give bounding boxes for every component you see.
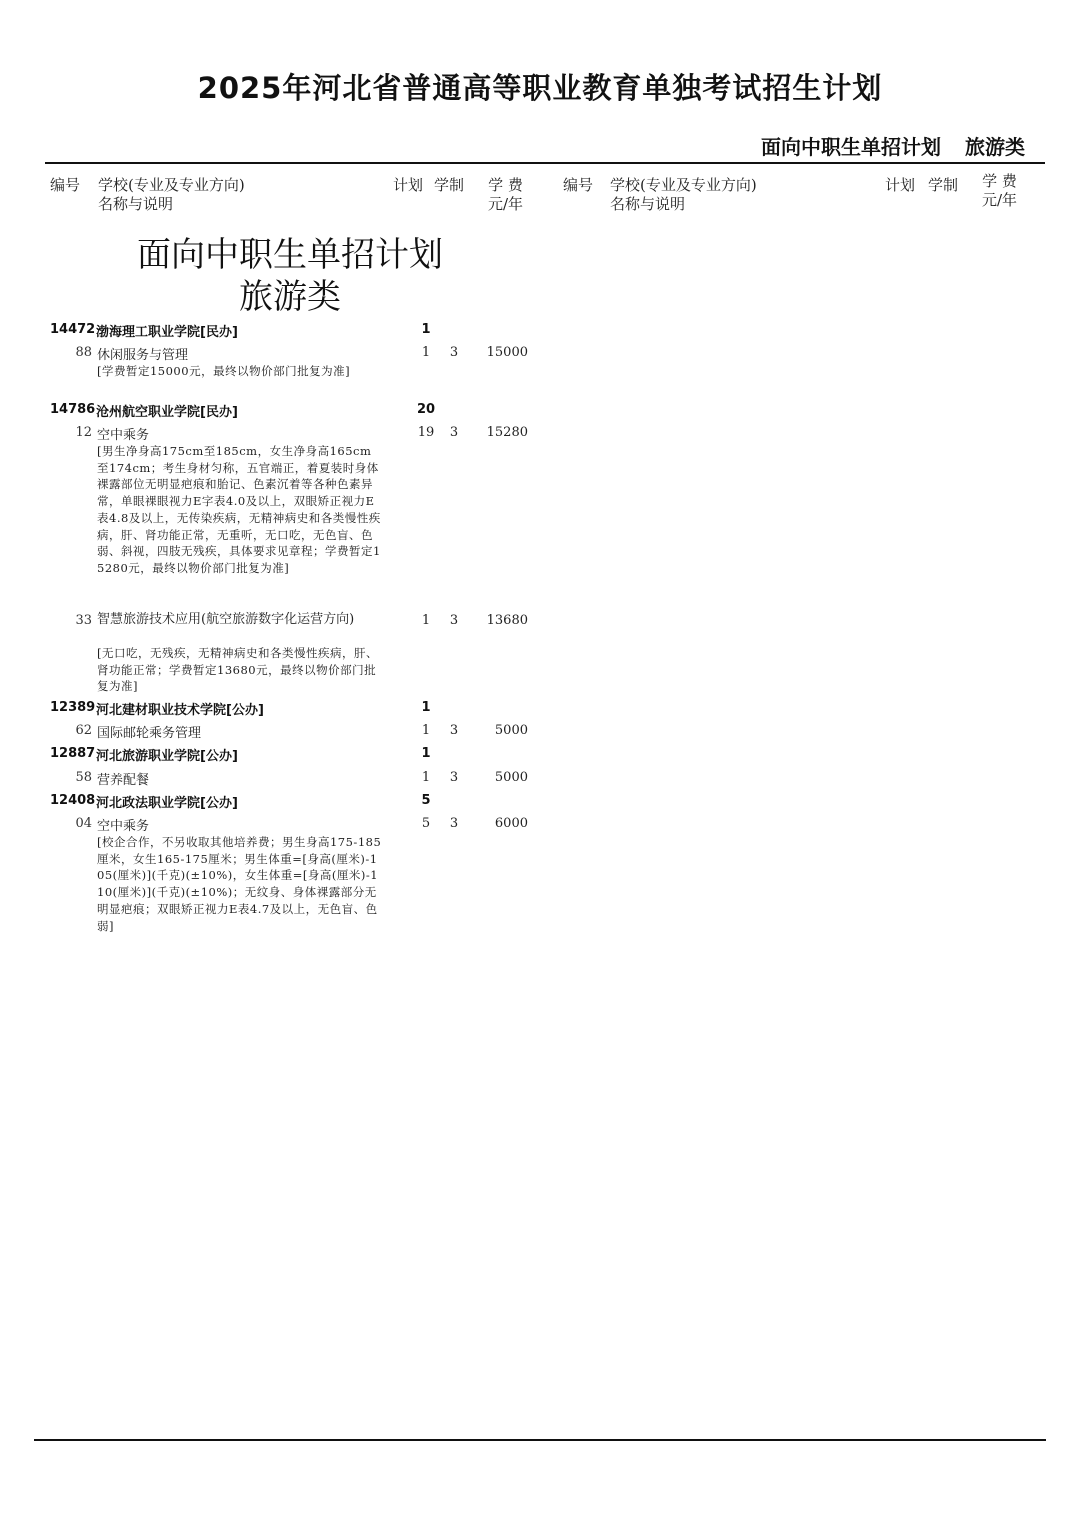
program-fee: 5000 <box>494 723 528 738</box>
program-years: 3 <box>449 723 459 738</box>
section-heading-line2: 旅游类 <box>239 277 341 317</box>
header-fee-line1: 学 费 <box>488 176 523 194</box>
program-name: 空中乘务 <box>97 428 150 443</box>
header-school-line2: 名称与说明 <box>610 195 686 213</box>
program-code: 12 <box>75 425 92 440</box>
header-school <box>98 176 245 214</box>
program-fee: 5000 <box>494 770 528 785</box>
program-name: 休闲服务与管理 <box>97 348 189 363</box>
program-name: 营养配餐 <box>97 773 150 788</box>
header-plan-right: 计划 <box>885 176 916 194</box>
school-code: 14472 <box>50 322 96 337</box>
program-note: [校企合作，不另收取其他培养费；男生身高175-185厘米，女生165-175厘米；男生体重=[身高(厘米)-105(厘米)](千克)(±10%)，女生体重=[身高(厘米)-110(厘米)](千克)(±10%)；无纹身、身体裸露部分无明显疤痕；双眼矫正视力E表4.7及以上，无色盲、色弱] <box>97 835 382 933</box>
program-plan: 1 <box>421 613 431 628</box>
program-years: 3 <box>449 613 459 628</box>
section-heading-line1: 面向中职生单招计划 <box>137 235 443 275</box>
school-name: 河北政法职业学院[公办] <box>96 796 238 811</box>
program-plan: 1 <box>421 723 431 738</box>
program-note: [学费暂定15000元，最终以物价部门批复为准] <box>97 364 351 378</box>
school-plan: 20 <box>416 402 436 417</box>
school-name: 河北建材职业技术学院[公办] <box>96 703 264 718</box>
program-code: 62 <box>75 723 92 738</box>
program-years: 3 <box>449 770 459 785</box>
header-fee-line2: 元/年 <box>982 191 1018 209</box>
program-name: 空中乘务 <box>97 819 150 834</box>
page-subtitle <box>761 131 1025 160</box>
header-school-line2: 名称与说明 <box>98 195 174 213</box>
header-plan: 计划 <box>393 176 424 194</box>
program-name: 智慧旅游技术应用(航空旅游数字化运营方向) <box>97 612 355 627</box>
header-school-line1: 学校(专业及专业方向) <box>610 176 757 194</box>
program-years: 3 <box>449 816 459 831</box>
program-plan: 1 <box>421 770 431 785</box>
program-name: 国际邮轮乘务管理 <box>97 726 202 741</box>
header-school-line1: 学校(专业及专业方向) <box>98 176 245 194</box>
program-years: 3 <box>449 345 459 360</box>
header-fee-line1: 学 费 <box>982 172 1017 190</box>
program-plan: 1 <box>421 345 431 360</box>
school-name: 渤海理工职业学院[民办] <box>96 325 238 340</box>
program-fee: 15000 <box>486 345 528 360</box>
school-name: 沧州航空职业学院[民办] <box>96 405 238 420</box>
school-code: 12389 <box>50 700 96 715</box>
header-years-right: 学制 <box>928 176 959 194</box>
program-note: [男生净身高175cm至185cm，女生净身高165cm至174cm；考生身材匀称，五官端正，着夏装时身体裸露部位无明显疤痕和胎记、色素沉着等各种色素异常，单眼裸眼视力E字表4.0及以上，双眼矫正视力E表4.8及以上，无传染疾病，无精神病史和各类慢性疾病，肝、肾功能正常，无重听，无口吃，无色盲、色弱、斜视，四肢无残疾，具体要求见章程；学费暂定15280元，最终以物价部门批复为准] <box>97 444 381 575</box>
school-name: 河北旅游职业学院[公办] <box>96 749 238 764</box>
program-code: 58 <box>75 770 92 785</box>
school-code: 14786 <box>50 402 96 417</box>
header-years: 学制 <box>434 176 465 194</box>
program-code: 88 <box>75 345 92 360</box>
program-code: 04 <box>75 816 92 831</box>
program-code: 33 <box>75 613 92 628</box>
header-fee <box>488 176 523 214</box>
program-plan: 19 <box>417 425 435 440</box>
header-school-right <box>610 176 757 214</box>
school-plan: 1 <box>421 746 431 761</box>
header-fee-right <box>982 172 1017 210</box>
school-plan: 1 <box>421 322 431 337</box>
program-note: [无口吃，无残疾，无精神病史和各类慢性疾病，肝、肾功能正常；学费暂定13680元，最终以物价部门批复为准] <box>97 646 378 694</box>
school-code: 12408 <box>50 793 96 808</box>
subtitle-plan-type: 面向中职生单招计划 <box>761 135 941 159</box>
page-title: 2025年河北省普通高等职业教育单独考试招生计划 <box>197 71 883 105</box>
program-fee: 15280 <box>486 425 528 440</box>
program-fee: 6000 <box>494 816 528 831</box>
section-heading <box>90 234 490 318</box>
footer-rule <box>34 1439 1046 1441</box>
header-fee-line2: 元/年 <box>488 195 524 213</box>
program-plan: 5 <box>421 816 431 831</box>
program-years: 3 <box>449 425 459 440</box>
program-fee: 13680 <box>486 613 528 628</box>
subtitle-category: 旅游类 <box>965 135 1025 159</box>
header-rule <box>45 162 1045 164</box>
school-code: 12887 <box>50 746 96 761</box>
school-plan: 1 <box>421 700 431 715</box>
header-code-right: 编号 <box>563 176 594 194</box>
header-code: 编号 <box>50 176 81 194</box>
school-plan: 5 <box>421 793 431 808</box>
